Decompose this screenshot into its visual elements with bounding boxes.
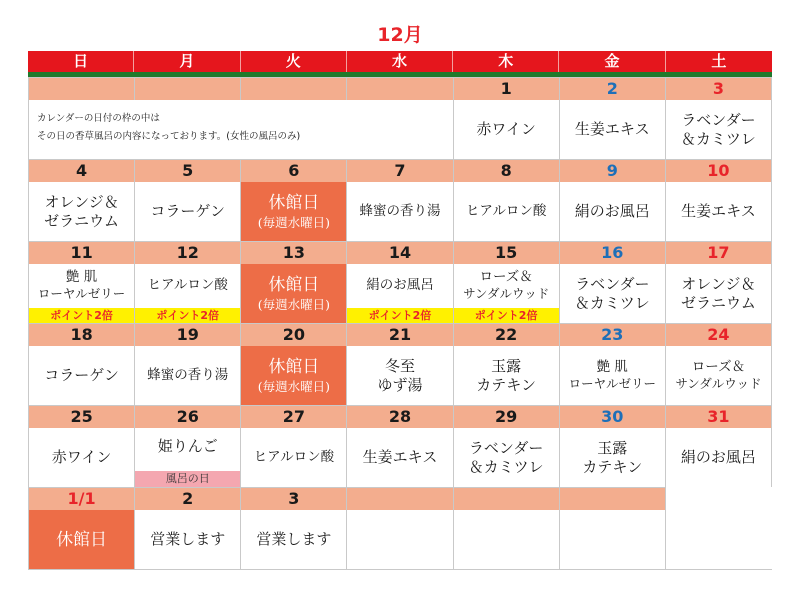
date-number: 21 <box>347 324 452 346</box>
date-number: 15 <box>454 242 559 264</box>
bath-name: ローヤルゼリー <box>568 376 656 391</box>
bath-name: カテキン <box>476 375 537 394</box>
bath-name: オレンジ＆ <box>681 274 756 293</box>
date-number: 10 <box>666 160 771 182</box>
bath-event <box>347 346 452 405</box>
bath-name: ゼラニウム <box>680 293 756 312</box>
bath-event <box>29 428 134 487</box>
date-number: 7 <box>347 160 452 182</box>
date-number <box>347 488 452 510</box>
date-number: 3 <box>241 488 346 510</box>
point-badge: ポイント2倍 <box>347 308 452 323</box>
day-cell <box>29 241 135 323</box>
date-number <box>454 488 559 510</box>
day-cell <box>560 323 666 405</box>
closed-label: 休館日 <box>268 274 320 295</box>
business-note: 営業します <box>256 530 332 548</box>
bath-event <box>347 182 452 241</box>
note-text <box>29 100 453 159</box>
bath-name: コラーゲン <box>150 202 226 220</box>
bath-name: 絹のお風呂 <box>574 202 650 220</box>
bath-name: ＆カミツレ <box>468 457 544 476</box>
bath-name: 生姜エキス <box>574 120 650 138</box>
bath-name: ローヤルゼリー <box>37 286 126 301</box>
day-cell <box>347 323 453 405</box>
day-cell <box>29 159 135 241</box>
closed-day-cell <box>29 487 135 569</box>
day-cell <box>666 405 772 487</box>
date-number: 31 <box>666 406 771 428</box>
date-number: 3 <box>666 78 771 100</box>
day-cell <box>454 77 560 159</box>
date-number: 4 <box>29 160 134 182</box>
bath-name: 玉露 <box>491 356 522 375</box>
day-cell <box>135 323 241 405</box>
bath-event <box>666 428 771 487</box>
bath-event <box>241 428 346 487</box>
day-cell <box>666 241 772 323</box>
weekday-sunday: 日 <box>28 51 134 72</box>
day-cell <box>560 77 666 159</box>
bath-name: 蜂蜜の香り湯 <box>147 367 229 383</box>
date-number: 2 <box>560 78 665 100</box>
business-note: 営業します <box>150 530 226 548</box>
weekday-saturday: 土 <box>711 52 727 70</box>
date-number: 5 <box>135 160 240 182</box>
calendar-note <box>29 77 454 159</box>
date-number: 29 <box>454 406 559 428</box>
bath-name: ローズ＆ <box>691 359 746 375</box>
bath-event <box>560 182 665 241</box>
bath-name: 玉露 <box>597 438 628 457</box>
bath-name: コラーゲン <box>44 366 119 384</box>
bath-name: ヒアルロン酸 <box>253 449 335 465</box>
date-number: 18 <box>29 324 134 346</box>
bath-name: ラベンダー <box>468 438 544 457</box>
bath-name: ラベンダー <box>575 274 650 293</box>
bath-event <box>241 510 346 569</box>
day-cell <box>454 241 560 323</box>
bath-name: ラベンダー <box>681 110 756 129</box>
bath-event <box>29 182 134 241</box>
date-number: 17 <box>666 242 771 264</box>
point-badge: ポイント2倍 <box>29 308 134 323</box>
bath-name: 艶 肌 <box>596 359 628 375</box>
bath-event <box>135 510 240 569</box>
point-badge: ポイント2倍 <box>135 308 240 323</box>
date-number: 23 <box>560 324 665 346</box>
note-line: その日の香草風呂の内容になっております。(女性の風呂のみ) <box>37 131 301 142</box>
bath-event <box>666 182 771 241</box>
closed-label: 休館日 <box>268 192 320 213</box>
bath-event <box>560 100 665 159</box>
bath-event <box>454 428 559 487</box>
day-cell <box>135 159 241 241</box>
bath-name: ローズ＆ <box>479 269 533 285</box>
date-number: 28 <box>347 406 452 428</box>
date-number: 12 <box>135 242 240 264</box>
date-number: 19 <box>135 324 240 346</box>
date-number: 6 <box>241 160 346 182</box>
day-cell <box>135 241 241 323</box>
day-cell <box>241 487 347 569</box>
weekday-header <box>28 51 772 72</box>
closed-notice <box>29 510 134 569</box>
bath-event <box>560 346 665 405</box>
closed-notice <box>241 264 346 323</box>
day-cell <box>666 159 772 241</box>
bath-name: ヒアルロン酸 <box>465 203 547 219</box>
day-cell <box>454 405 560 487</box>
bath-event <box>29 346 134 405</box>
bath-event <box>347 428 452 487</box>
weekday-friday: 金 <box>559 51 665 72</box>
date-number: 16 <box>560 242 665 264</box>
bath-event <box>347 264 452 323</box>
day-cell <box>135 487 241 569</box>
day-cell <box>347 487 453 569</box>
closed-subtext: (毎週水曜日) <box>257 214 330 230</box>
bath-event <box>135 428 240 487</box>
date-number: 8 <box>454 160 559 182</box>
date-number: 24 <box>666 324 771 346</box>
month-title: 12月 <box>377 24 423 46</box>
closed-day-cell <box>241 159 347 241</box>
bath-event <box>29 264 134 323</box>
day-cell <box>29 323 135 405</box>
date-number <box>560 488 665 510</box>
bath-name: 艶 肌 <box>65 269 98 285</box>
bath-name: 赤ワイン <box>476 120 536 138</box>
bath-event <box>454 100 559 159</box>
bath-name: サンダルウッド <box>675 376 762 391</box>
bath-name: カテキン <box>582 457 643 476</box>
bath-event <box>666 346 771 405</box>
weekday-tuesday: 火 <box>241 51 347 72</box>
bath-name: オレンジ＆ <box>44 192 119 211</box>
day-cell <box>560 159 666 241</box>
date-number: 1 <box>454 78 559 100</box>
closed-notice <box>241 182 346 241</box>
weekday-thursday: 木 <box>453 51 559 72</box>
bath-name: 生姜エキス <box>681 202 756 220</box>
bath-name: 絹のお風呂 <box>366 277 434 293</box>
bath-name: 冬至 <box>384 356 415 375</box>
bath-event <box>135 264 240 323</box>
weekday-wednesday: 水 <box>347 51 453 72</box>
bath-name: 姫りんご <box>157 437 218 455</box>
weekday-monday: 月 <box>134 51 240 72</box>
day-cell <box>347 241 453 323</box>
closed-label: 休館日 <box>56 529 108 550</box>
bath-event <box>454 346 559 405</box>
bath-day-badge: 風呂の日 <box>135 471 240 487</box>
day-cell <box>29 405 135 487</box>
day-cell <box>347 159 453 241</box>
day-cell <box>560 241 666 323</box>
date-number: 1/1 <box>29 488 134 510</box>
day-cell <box>454 487 560 569</box>
date-number: 26 <box>135 406 240 428</box>
closed-label: 休館日 <box>268 356 320 377</box>
closed-subtext: (毎週水曜日) <box>257 378 330 394</box>
closed-subtext: (毎週水曜日) <box>257 296 330 312</box>
bath-name: ゼラニウム <box>44 211 119 230</box>
day-cell <box>454 323 560 405</box>
day-cell <box>454 159 560 241</box>
point-badge: ポイント2倍 <box>454 308 559 323</box>
date-number: 22 <box>454 324 559 346</box>
bath-name: ＆カミツレ <box>574 293 650 312</box>
bath-event <box>135 346 240 405</box>
date-number: 14 <box>347 242 452 264</box>
closed-day-cell <box>241 323 347 405</box>
date-number: 11 <box>29 242 134 264</box>
bath-name: ヒアルロン酸 <box>147 277 228 293</box>
day-cell <box>560 487 666 569</box>
day-cell <box>666 77 772 159</box>
day-cell <box>241 405 347 487</box>
bath-name: 蜂蜜の香り湯 <box>359 203 441 219</box>
bath-event <box>560 264 665 323</box>
date-number: 20 <box>241 324 346 346</box>
day-cell <box>560 405 666 487</box>
closed-day-cell <box>241 241 347 323</box>
bath-event <box>560 428 665 487</box>
date-number: 27 <box>241 406 346 428</box>
bath-event <box>454 264 559 323</box>
date-number: 2 <box>135 488 240 510</box>
bath-name: サンダルウッド <box>463 286 550 301</box>
bath-name: 赤ワイン <box>51 448 112 466</box>
day-cell <box>135 405 241 487</box>
bath-name: 絹のお風呂 <box>680 448 756 466</box>
bath-event <box>666 264 771 323</box>
date-number: 9 <box>560 160 665 182</box>
bath-name: 生姜エキス <box>362 448 438 466</box>
date-number: 25 <box>29 406 134 428</box>
date-number: 30 <box>560 406 665 428</box>
bath-event <box>135 182 240 241</box>
bath-event <box>454 182 559 241</box>
bath-name: ゆず湯 <box>377 375 423 394</box>
bath-event <box>666 100 771 159</box>
day-cell <box>347 405 453 487</box>
bath-name: ＆カミツレ <box>680 129 756 148</box>
calendar-grid <box>28 77 772 570</box>
closed-notice <box>241 346 346 405</box>
day-cell <box>666 323 772 405</box>
note-line: カレンダーの日付の枠の中は <box>37 113 160 124</box>
date-number: 13 <box>241 242 346 264</box>
